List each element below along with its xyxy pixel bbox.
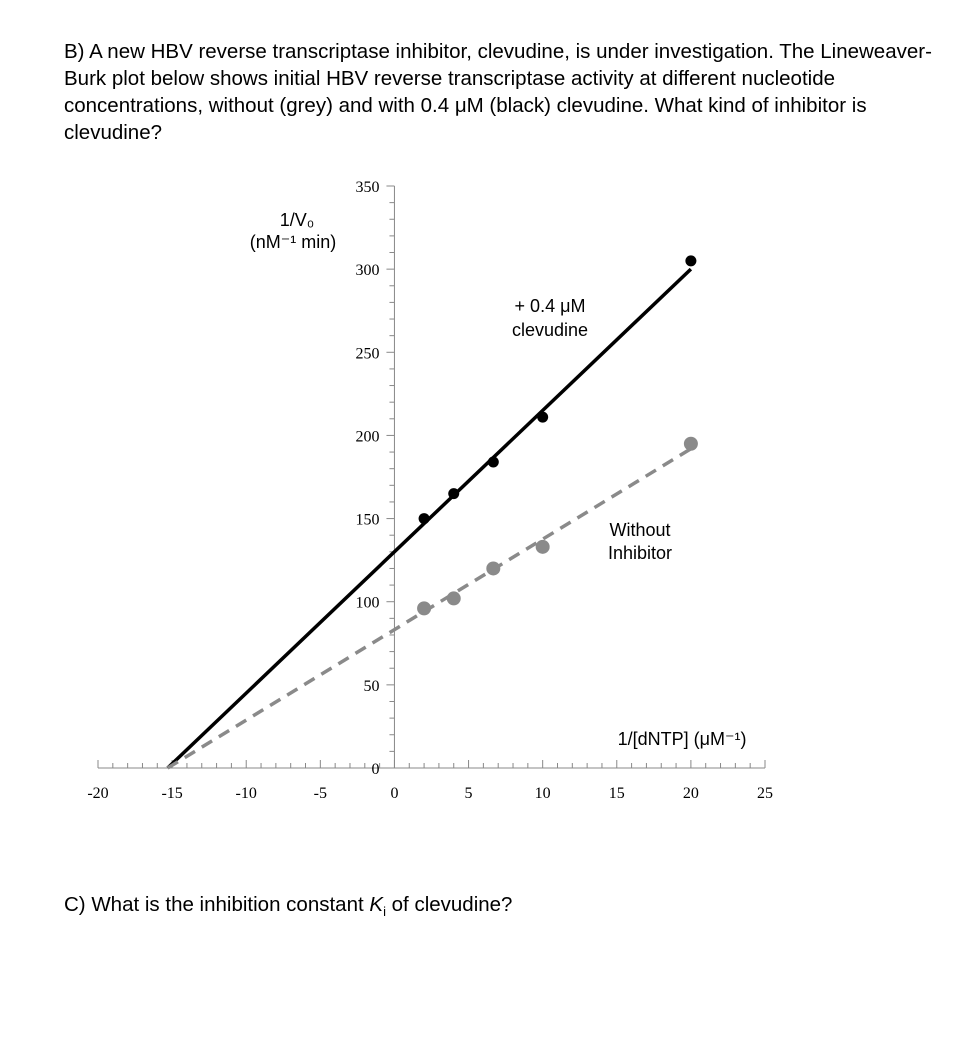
x-tick-label: -20 xyxy=(87,785,109,802)
y-tick-label: 50 xyxy=(363,677,380,695)
series-label-clevudine-line2: clevudine xyxy=(511,320,589,340)
question-c-suffix: of clevudine? xyxy=(385,893,513,916)
y-tick-label: 350 xyxy=(355,179,380,196)
x-tick-label: 5 xyxy=(464,785,473,802)
data-point-without-inhibitor xyxy=(684,437,698,451)
series-label-without-line2: Inhibitor xyxy=(607,543,673,563)
chart-labels xyxy=(250,210,747,749)
y-axis-label-line2: (nM⁻¹ min) xyxy=(249,232,337,252)
question-c-text xyxy=(64,891,512,925)
axes xyxy=(87,179,773,802)
data-point-clevudine xyxy=(448,488,459,499)
x-tick-label: 10 xyxy=(534,785,551,802)
y-tick-label: 100 xyxy=(355,594,380,612)
series-label-clevudine-line1: + 0.4 μM xyxy=(514,296,586,316)
x-tick-label: 15 xyxy=(608,785,625,802)
data-point-without-inhibitor xyxy=(417,601,431,615)
data-point-clevudine xyxy=(685,255,696,266)
x-axis-label: 1/[dNTP] (μM⁻¹) xyxy=(617,729,747,749)
data-point-without-inhibitor xyxy=(486,561,500,575)
x-tick-label: -15 xyxy=(161,785,183,802)
question-c-k: K xyxy=(369,893,384,916)
series-label-without-line1: Without xyxy=(609,520,671,540)
x-tick-label: 25 xyxy=(757,785,773,802)
data-point-clevudine xyxy=(419,513,430,524)
data-point-without-inhibitor xyxy=(447,591,461,605)
x-tick-label: -5 xyxy=(313,785,327,802)
x-tick-label: 0 xyxy=(390,785,399,802)
y-tick-label: 300 xyxy=(355,262,380,280)
question-b-text: B) A new HBV reverse transcriptase inhibitor, clevudine, is under investigation. The Lineweaver-Burk plot below shows initial HBV reverse transcriptase activity at different nucleotide concentrations, without (grey) and with 0.4 μM (black) clevudine. What kind of inhibitor is clevudine? xyxy=(64,40,932,144)
y-tick-label: 150 xyxy=(355,511,380,529)
data-point-clevudine xyxy=(488,457,499,468)
y-tick-label: 0 xyxy=(371,761,380,778)
x-tick-label: -10 xyxy=(235,785,257,802)
x-tick-label: 20 xyxy=(682,785,699,802)
y-axis-label-line1: 1/V₀ xyxy=(279,210,315,230)
question-c-prefix: C) What is the inhibition constant xyxy=(64,893,370,916)
y-tick-label: 200 xyxy=(355,428,380,446)
data-point-clevudine xyxy=(537,412,548,423)
y-tick-label: 250 xyxy=(355,345,380,363)
data-point-without-inhibitor xyxy=(536,540,550,554)
question-c-sub: i xyxy=(383,904,386,920)
